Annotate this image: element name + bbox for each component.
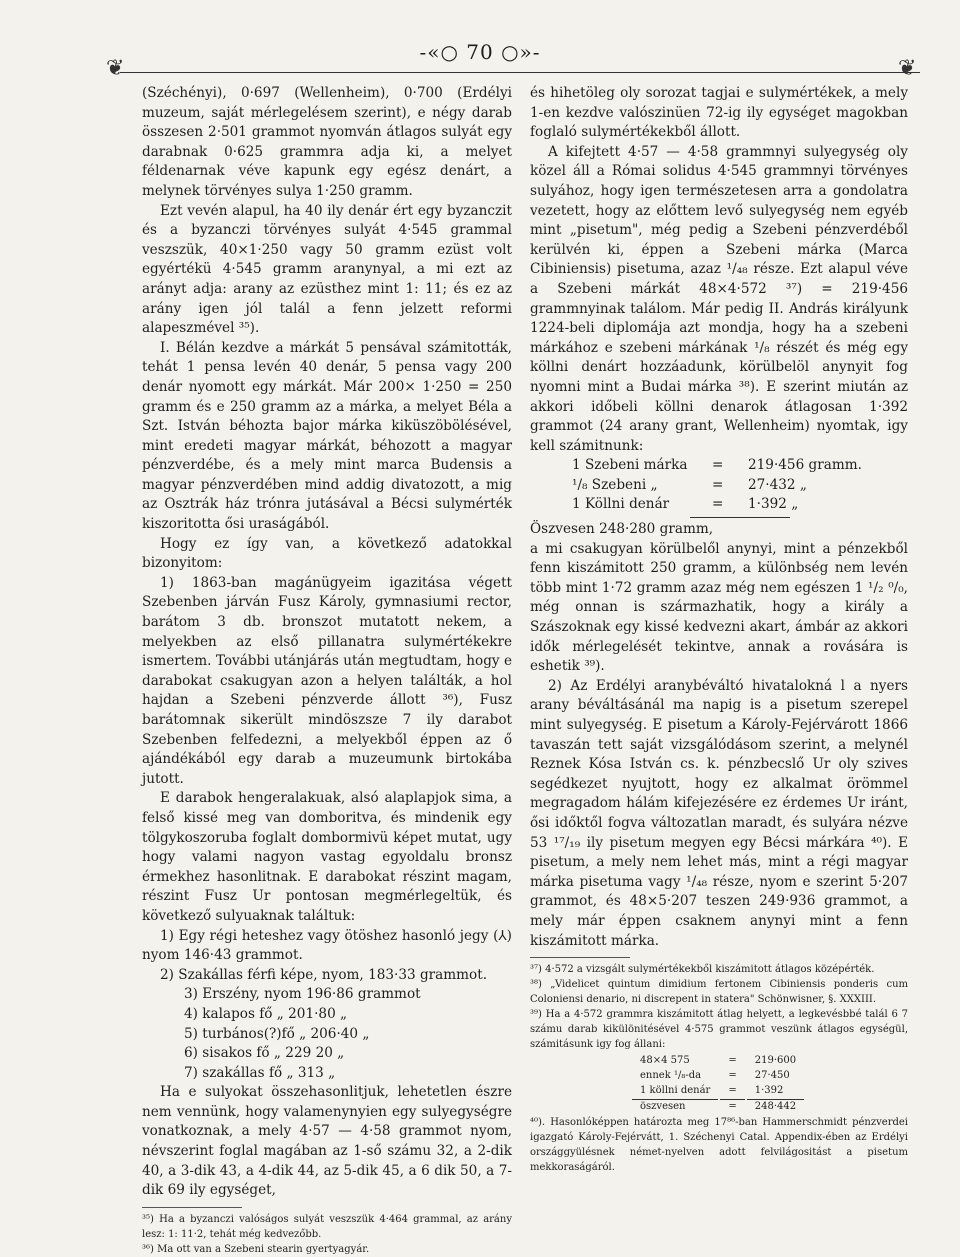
page-header: -«○ 70 ○»- (419, 40, 541, 64)
sum-value: 1·392 „ (748, 496, 799, 513)
weight-list (142, 985, 512, 1083)
sum-label: 1 Szebeni márka (572, 457, 688, 474)
sum-table (530, 456, 908, 539)
table-cell: 219·600 (754, 1055, 797, 1067)
footnote: ³⁶) Ma ott van a Szebeni stearin gyertyagyár. (142, 1243, 370, 1255)
paragraph: 1) 1863-ban magánügyeim igazitása végett Szebenben járván Fusz Károly, gymnasiumi rector, barátom 3 db. bronszot mutatott nekem, a melyekben az első pillanatra sulymértékekre ismertem. További utánjárás után megtudtam, hogy e darabokat csakugyan azon a helyen találták, a hol hajdan a Szebeni pénzverde állott ³⁶), Fusz barátomnak sikerült mindöszsze 7 ily darabot Szebenben felfedezni, a melyekből éppen az ő ajándékából egy darab a muzeumunk birtokába jutott. (142, 574, 512, 787)
ornament-left-icon: ❦ (106, 56, 125, 81)
ornament-right-icon: ❦ (898, 56, 917, 81)
table-cell: ennek ¹/₈-da (640, 1070, 702, 1082)
left-column (142, 84, 512, 1257)
table-cell: 1·392 (754, 1085, 784, 1097)
table-cell: = (728, 1070, 737, 1082)
list-item: 4) kalapos fő „ 201·80 „ (184, 1005, 348, 1022)
table-cell: 248·442 (747, 1099, 804, 1113)
sum-row (530, 495, 908, 515)
paragraph: I. Bélán kezdve a márkát 5 pensával számitották, tehát 1 pensa levén 40 denár, 5 pensa vagy 200 denár nyomott egy márkát. Már 200× 1·250 = 250 gramm és e 250 gramm az a márka, a melyet Béla a Szt. István béhozta bajor márka kiküszöbölésével, mint eredeti magyar márkát, béhozott a magyar pénzverdébe, és a mely mint marca Budensis a magyar pénzverdében mind addig divatozott, a mig az Osztrák ház trónra jutásával a Bécsi sulymérték kiszoritotta ősi uraságából. (142, 339, 512, 533)
sum-value: 219·456 gramm. (748, 457, 862, 474)
footnote-rule (142, 1207, 242, 1208)
list-item: 6) sisakos fő „ 229 20 „ (184, 1045, 345, 1062)
sum-eq: = (712, 457, 724, 474)
footnote: ³⁷) 4·572 a vizsgált sulymértékekből kiszámitott átlagos középérték. (530, 964, 875, 976)
sum-eq: = (712, 496, 724, 513)
sum-label: 1 Köllni denár (572, 496, 670, 513)
sum-row (530, 476, 908, 496)
footnote-table (630, 1052, 806, 1115)
paragraph: és hihetöleg oly sorozat tagjai e sulymértékek, a mely 1-en kezdve valószinüen 72-ig ily egységet magokban foglaló sulymértékekből állott. (530, 85, 908, 141)
footnote: ³⁹) Ha a 4·572 grammra kiszámitott átlag helyett, a legkevésbbé talál 6 7 számu darab kikülönitésével 4·575 grammot veszünk átlagos egységül, számitásunk igy fog állani: (530, 1009, 908, 1051)
table-row (632, 1099, 804, 1113)
table-cell: öszvesen (632, 1099, 718, 1113)
table-cell: = (720, 1099, 744, 1113)
paragraph: 2) Az Erdélyi aranybéváltó hivatalokná l a nyers arany béváltásánál ma napig is a pisetum szerepel mint sulyegység. E pisetum a Károly-Fejérvárott 1866 tavaszán tett saját vizsgálódásom szerint, a melynél Reznek Kósa István cs. k. pénzbecslő Ur oly szives segédkezet nyujtott, hogy ez alkalmat örömmel megragadom hálám kifejezésére ez érdemes Ur iránt, ősi időktől fogva változatlan maradt, és sulyára nézve 53 ¹⁷/₁₉ ily pisetum megyen egy Bécsi márkára ⁴⁰). E pisetum, a mely nem lehet más, mint a régi magyar márka pisetuma vagy ¹/₄₈ része, nyom e szerint 5·207 grammot, és 48×5·207 teszen 249·936 grammot, a mely már éppen csaknem anynyi mint a fenn kiszámitott márka. (530, 677, 908, 949)
table-cell: 27·450 (754, 1070, 790, 1082)
sum-eq: = (712, 476, 724, 493)
right-column (530, 84, 908, 1175)
paragraph: Ha e sulyokat összehasonlitjuk, lehetetlen észre nem vennünk, hogy valamenynyien egy sulyegységre vonatkoznak, a mely 4·57 — 4·58 grammot nyom, névszerint foglal magában az 1-ső számu 32, a 2-dik 40, a 3-dik 43, a 4-dik 44, az 5-dik 45, a 6 dik 50, a 7-dik 69 ily egységet, (142, 1084, 512, 1199)
table-cell: = (728, 1085, 737, 1097)
paragraph: (Széchényi), 0·697 (Wellenheim), 0·700 (Erdélyi muzeum, saját mérlegelésem szerint), e négy darab összesen 2·501 grammot nyomván átlagos sulyát egy darabnak 0·625 grammra adja ki, a melyet féldenarnak véve kapunk egy egész denárt, a melynek törvényes sulya 1·250 gramm. (142, 85, 512, 199)
header-rule (120, 72, 920, 73)
table-cell: = (728, 1055, 737, 1067)
paragraph: a mi csakugyan körülbelől anynyi, mint a pénzekből fenn kiszámitott 250 gramm, a különbség nem levén több mint 1·72 gramm azaz még nem egészen 1 ¹/₂ ⁰/₀, még onnan is származhatik, hogy a király a Szászoknak egy kissé kedvezni akart, ámbár az akkori idők mérlegelését tekintve, annak a rovására is eshetik ³⁹). (530, 540, 908, 675)
paragraph: E darabok hengeralakuak, alsó alaplapjok sima, a felső kissé meg van domboritva, és mindenik egy tölgykoszoruba foglalt dombormivü képet mutat, ugy hogy valami nagyon vastag egyoldalu bronsz érmekhez hasonlitnak. E darabokat részint magam, részint Fusz Ur pontosan megmérlegeltük, és következő sulyuaknak találtuk: (142, 790, 512, 924)
table-cell: 1 köllni denár (640, 1085, 711, 1097)
table-cell: 48×4 575 (640, 1055, 690, 1067)
table-row (632, 1069, 804, 1082)
footnote: ³⁵) Ha a byzanczi valóságos sulyát veszszük 4·464 grammal, az arány lesz: 1: 11·2, tehát még kedvezőbb. (142, 1213, 512, 1240)
list-item: 2) Szakállas férfi képe, nyom, 183·33 grammot. (160, 966, 488, 983)
total-rule (690, 517, 790, 518)
paragraph: A kifejtett 4·57 — 4·58 grammnyi sulyegység oly közel áll a Római solidus 4·545 grammnyi törvényes sulyához, hogy igen természetesen arra a gondolatra vezetett, hogy az előttem levő sulyegység nem egyéb mint „pisetum", még pedig a Szebeni pénzverdéből kerülvén ki, éppen a Szebeni márka (Marca Cibiniensis) pisetuma, azaz ¹/₄₈ része. Ezt alapul véve a Szebeni márkát 48×4·572 ³⁷) = 219·456 grammnyinak találom. Már pedig II. András királyunk 1224-beli diplomája azt mondja, hogy ha a szebeni márkához e szebeni márkának ¹/₈ részét és még egy köllni denárt hozzáadunk, körülbelöl anynyit fog nyomni mint a Budai márka ³⁸). E szerint miután az akkori időbeli köllni denarok átlagosan 1·392 grammot (24 arany grant, Wellenheim) nyomtak, igy kell számitnunk: (530, 143, 908, 454)
sum-value: 27·432 „ (748, 476, 807, 493)
sum-row (530, 456, 908, 476)
footnote: ³⁸) „Videlicet quintum dimidium fertonem Cibiniensis ponderis cum Coloniensi denario, ni discrepent in statera" Schönwisner, §. XXXIII. (530, 979, 908, 1006)
sum-total: Öszvesen 248·280 gramm, (530, 521, 714, 538)
list-item: 7) szakállas fő „ 313 „ (184, 1064, 336, 1081)
footnote-rule (530, 957, 630, 958)
list-item: 5) turbános(?)fő „ 206·40 „ (184, 1025, 370, 1042)
table-row (632, 1084, 804, 1097)
paragraph: Ezt vevén alapul, ha 40 ily denár ért egy byzanczit és a byzanczi törvényes sulyát 4·545 grammal veszszük, 40×1·250 vagy 50 gramm ezüst volt egyértékü 4·545 gramm aranynyal, a mi ezt az arányt adja: arany az ezüsthez mint 1: 11; és ez az arány igen jól talál a fenn jelzett reformi alapeszmével ³⁵). (142, 202, 512, 337)
list-item: 3) Erszény, nyom 196·86 grammot (184, 986, 421, 1003)
sum-label: ¹/₈ Szebeni „ (572, 476, 658, 493)
paragraph: Hogy ez így van, a következő adatokkal bizonyitom: (142, 535, 512, 572)
footnote: ⁴⁰). Hasonlóképpen határozta meg 17⁸⁶-ban Hammerschmidt pénzverdei igazgató Károly-Fejérvátt, 1. Széchenyi Catal. Appendix-ében az Erdélyi országgyülésnek német-nyelven adott felvilágositást a pisetum mekkoraságáról. (530, 1117, 908, 1174)
table-row (632, 1054, 804, 1067)
list-item: 1) Egy régi heteshez vagy ötöshez hasonló jegy (⅄) nyom 146·43 grammot. (142, 927, 512, 964)
